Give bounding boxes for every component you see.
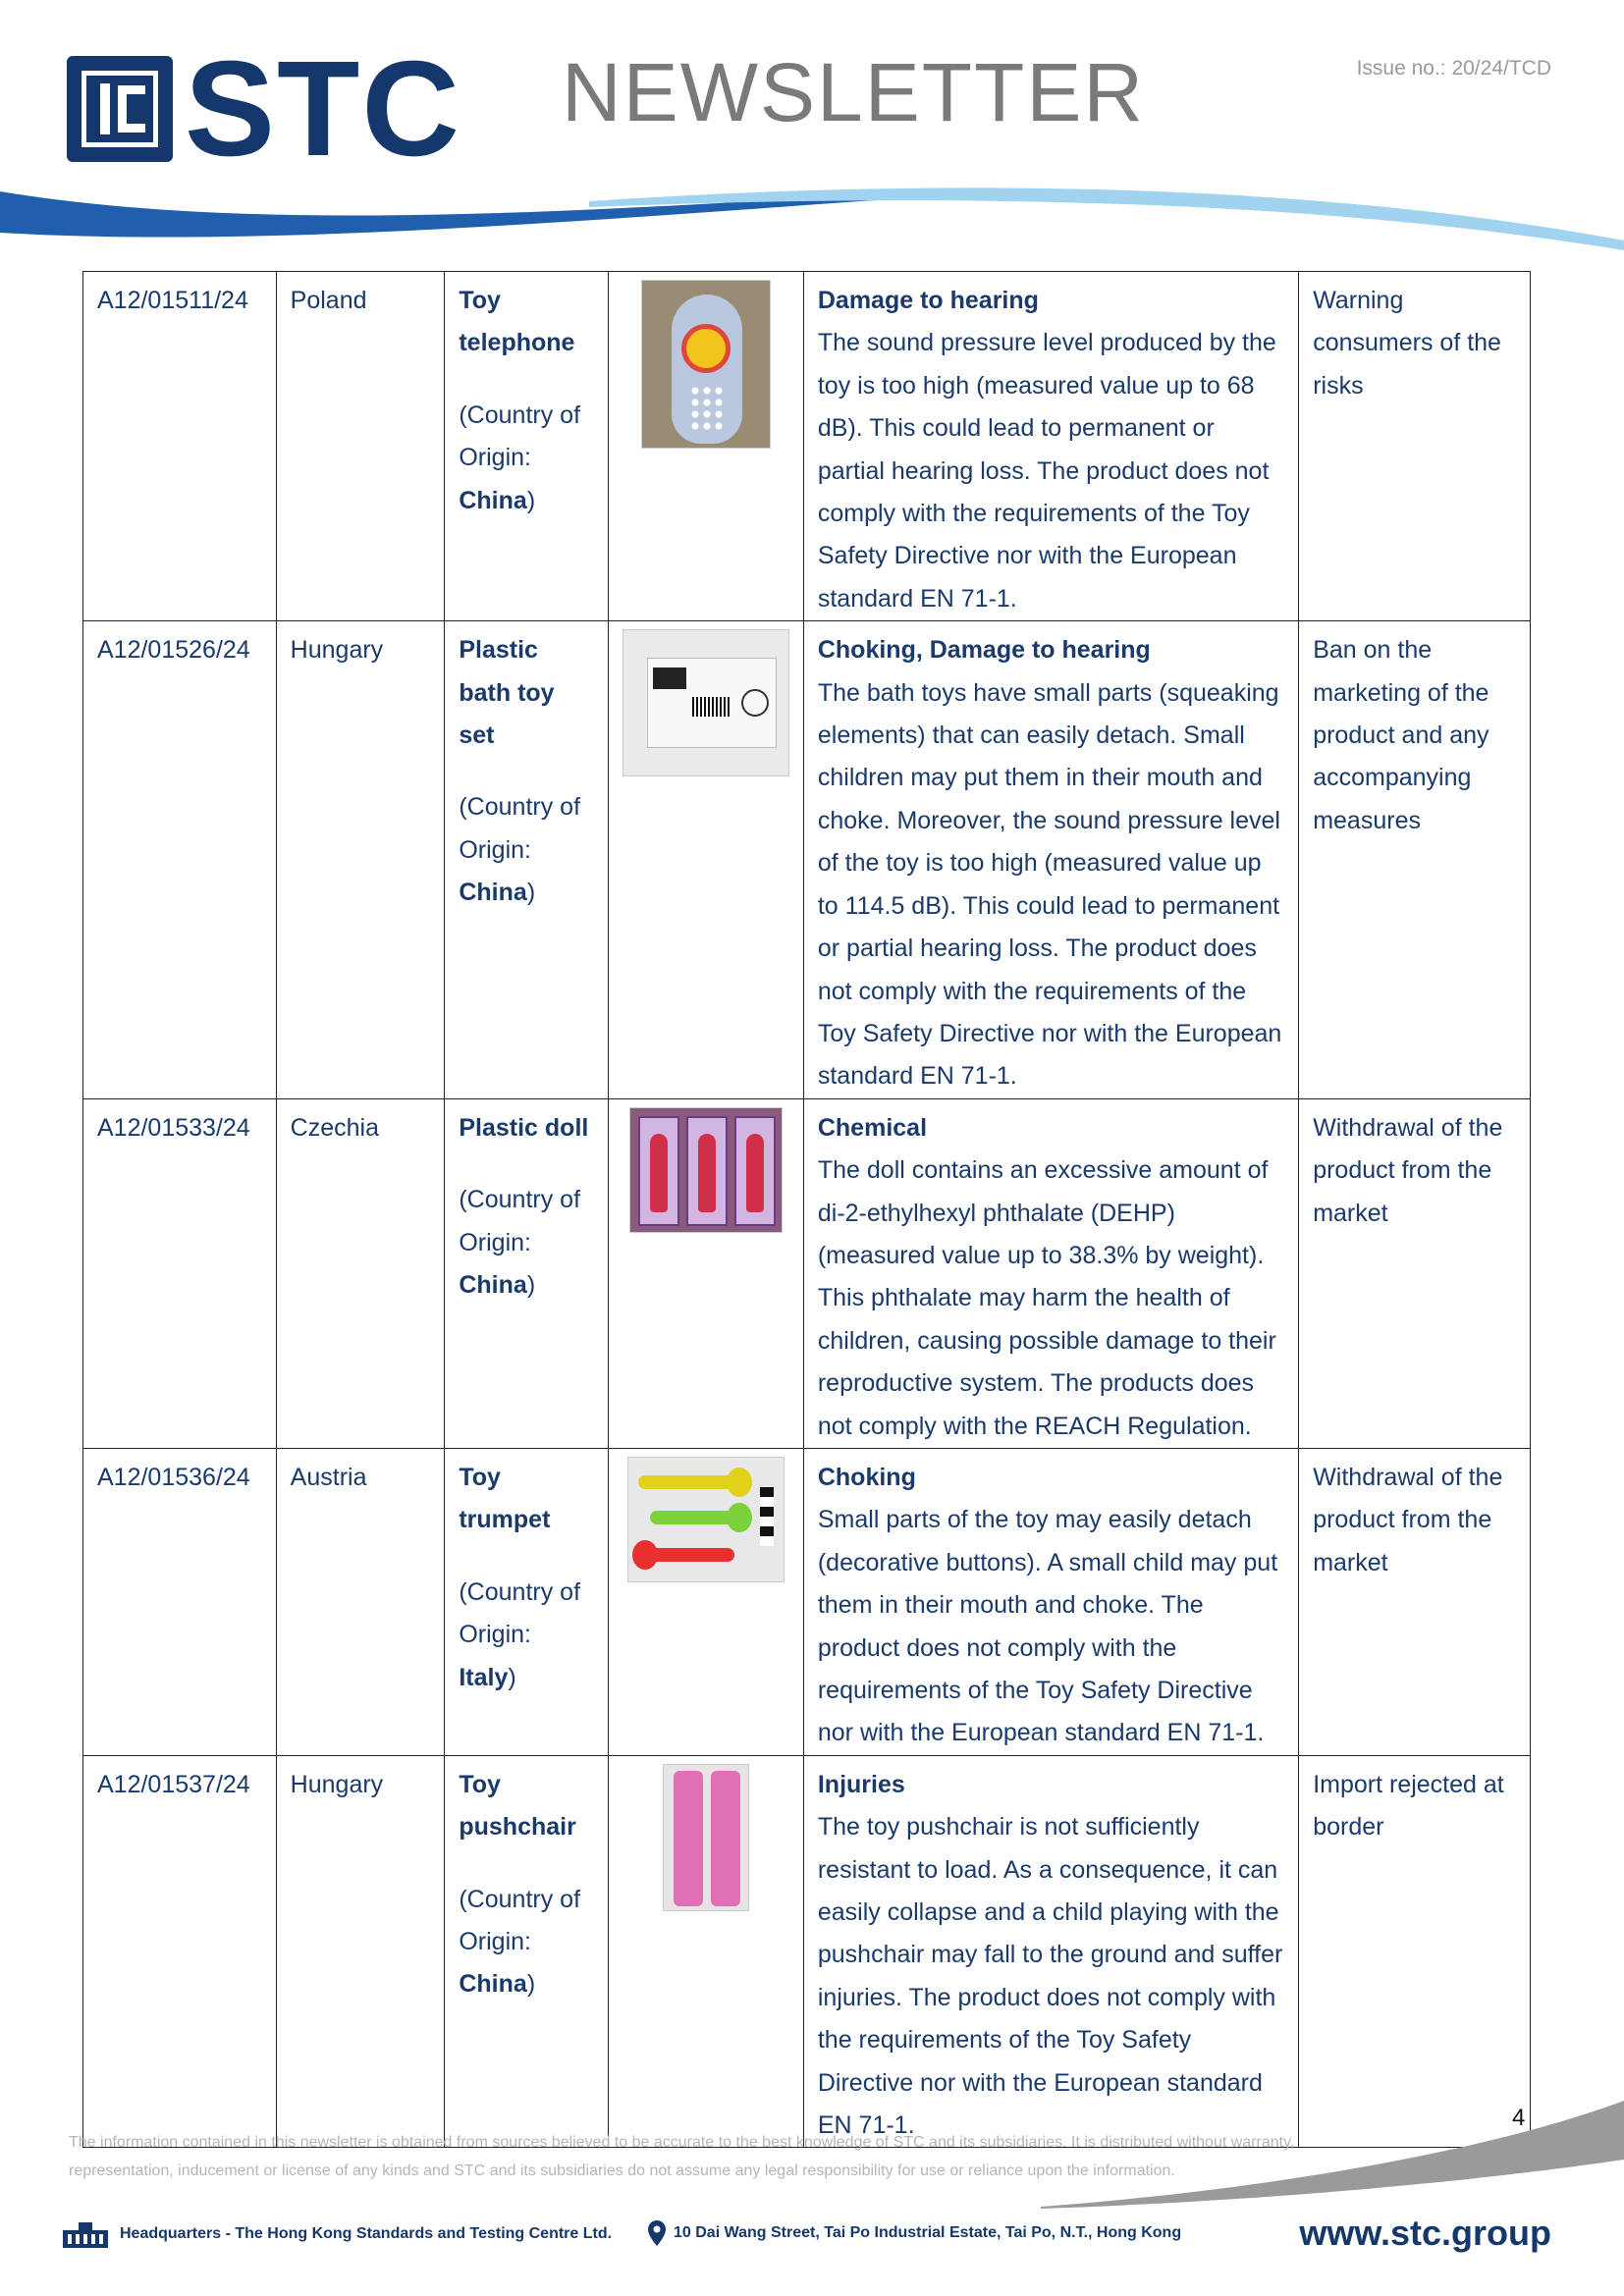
origin-prefix: (Country of Origin: xyxy=(459,793,581,864)
address-line xyxy=(648,2220,1181,2246)
location-pin-icon xyxy=(648,2220,666,2246)
product-name: Toy telephone xyxy=(459,287,575,357)
notifying-country xyxy=(276,1755,445,2148)
measures-cell xyxy=(1299,1448,1531,1755)
country-text: Hungary xyxy=(290,636,384,665)
notifying-country xyxy=(276,1448,445,1755)
issue-number: Issue no.: 20/24/TCD xyxy=(1356,57,1551,80)
origin-suffix: ) xyxy=(526,486,536,514)
headquarters-text: Headquarters - The Hong Kong Standards and Testing Centre Ltd. xyxy=(120,2225,613,2242)
measure-text: Import rejected at border xyxy=(1313,1770,1504,1842)
notifying-country xyxy=(276,272,445,621)
origin-prefix: (Country of Origin: xyxy=(459,400,581,472)
table-row xyxy=(83,1098,1531,1448)
origin-suffix: ) xyxy=(526,1270,536,1299)
disclaimer-text: The information contained in this newsletter is obtained from sources believed to be accurate to the best knowledge of STC and its subsidiaries. It is distributed without warranty, representation, inducement or license of any kinds and STC and its subsidiaries do not assume any legal responsibility for use or reliance upon the information. xyxy=(69,2134,1295,2179)
address-text: 10 Dai Wang Street, Tai Po Industrial Estate, Tai Po, N.T., Hong Kong xyxy=(674,2224,1182,2241)
notifying-country xyxy=(276,621,445,1098)
risk-cell xyxy=(803,1755,1298,2148)
reference-number xyxy=(83,1098,277,1448)
website-link[interactable]: www.stc.group xyxy=(1299,2213,1551,2253)
origin-country: China xyxy=(459,1970,527,1999)
reference-number xyxy=(83,621,277,1098)
risk-title: Chemical xyxy=(817,1113,928,1142)
measure-text: Withdrawal of the product from the market xyxy=(1313,1463,1503,1576)
newsletter-title: NEWSLETTER xyxy=(562,46,1146,138)
stc-logo-icon xyxy=(67,56,173,162)
page-number: 4 xyxy=(1512,2105,1526,2131)
origin-suffix: ) xyxy=(526,1970,536,1999)
reference-number xyxy=(83,1448,277,1755)
reference-number xyxy=(83,1755,277,2148)
measures-cell xyxy=(1299,1755,1531,2148)
risk-description: The toy pushchair is not sufficiently resistant to load. As a consequence, it can easily collapse and a child playing with the pushchair may fall to the ground and suffer injuries. The product does not comply with the requirements of the Toy Safety Directive nor with the European standard EN 71-1. xyxy=(817,1813,1283,2140)
measures-cell xyxy=(1299,1098,1531,1448)
product-name: Plastic bath toy set xyxy=(459,636,555,750)
risk-cell xyxy=(803,621,1298,1098)
origin-suffix: ) xyxy=(526,879,536,907)
product-cell xyxy=(445,272,609,621)
toy-trumpet-photo xyxy=(627,1561,785,1588)
headquarters-line xyxy=(63,2220,612,2248)
risk-title: Choking xyxy=(817,1463,916,1491)
risk-cell xyxy=(803,1098,1298,1448)
risk-title: Choking, Damage to hearing xyxy=(817,636,1151,665)
reference-text: A12/01537/24 xyxy=(97,1770,250,1798)
risk-description: Small parts of the toy may easily detach (decorative buttons). A small child may put them in their mouth and choke. The product does not comply with the requirements of the Toy Safety Directive nor with the European standard EN 71-1. xyxy=(817,1506,1278,1747)
notifying-country xyxy=(276,1098,445,1448)
product-cell xyxy=(445,621,609,1098)
product-cell xyxy=(445,1448,609,1755)
reference-text: A12/01536/24 xyxy=(97,1463,250,1491)
risk-description: The bath toys have small parts (squeaking elements) that can easily detach. Small children may put them in their mouth and choke. Moreover, the sound pressure level of the toy is too high (measured value up to 114.5 dB). This could lead to permanent or partial hearing loss. The product does not comply with the requirements of the Toy Safety Directive nor with the European standard EN 71-1. xyxy=(817,678,1282,1091)
measure-text: Ban on the marketing of the product and any accompanying measures xyxy=(1313,636,1489,834)
plastic-doll-photo xyxy=(629,1211,783,1239)
reference-text: A12/01533/24 xyxy=(97,1113,250,1142)
product-photo-cell xyxy=(608,621,803,1098)
table-row xyxy=(83,1448,1531,1755)
origin-country: Italy xyxy=(459,1663,509,1691)
measures-cell xyxy=(1299,621,1531,1098)
origin-prefix: (Country of Origin: xyxy=(459,1186,581,1256)
origin-country: China xyxy=(459,879,527,907)
product-name: Toy trumpet xyxy=(459,1463,551,1534)
measure-text: Warning consumers of the risks xyxy=(1313,287,1501,400)
risk-cell xyxy=(803,1448,1298,1755)
country-text: Czechia xyxy=(290,1113,379,1142)
reference-text: A12/01526/24 xyxy=(97,636,250,665)
product-name: Plastic doll xyxy=(459,1113,589,1142)
header-swoosh xyxy=(0,182,1624,260)
risk-description: The doll contains an excessive amount of di-2-ethylhexyl phthalate (DEHP) (measured value up to 38.3% by weight). This phthalate may harm the health of children, causing possible damage to their reproductive system. The products does not comply with the REACH Regulation. xyxy=(817,1156,1276,1440)
reference-text: A12/01511/24 xyxy=(97,287,248,314)
measure-text: Withdrawal of the product from the market xyxy=(1313,1113,1503,1227)
origin-prefix: (Country of Origin: xyxy=(459,1577,581,1649)
product-name: Toy pushchair xyxy=(459,1770,576,1842)
risk-title: Injuries xyxy=(817,1770,905,1798)
product-photo-cell xyxy=(608,1448,803,1755)
toy-telephone-photo xyxy=(641,427,771,454)
reference-number xyxy=(83,272,277,621)
country-text: Austria xyxy=(290,1463,367,1491)
measures-cell xyxy=(1299,272,1531,621)
origin-suffix: ) xyxy=(508,1663,516,1691)
origin-prefix: (Country of Origin: xyxy=(459,1885,581,1956)
risk-cell xyxy=(803,272,1298,621)
origin-country: China xyxy=(459,486,527,514)
country-text: Poland xyxy=(290,287,367,314)
product-cell xyxy=(445,1098,609,1448)
product-photo-cell xyxy=(608,272,803,621)
brand-name: STC xyxy=(185,33,461,185)
product-cell xyxy=(445,1755,609,2148)
product-recall-table xyxy=(82,271,1531,2148)
table-row xyxy=(83,272,1531,621)
risk-description: The sound pressure level produced by the toy is too high (measured value up to 68 dB). This could lead to permanent or partial hearing loss. The product does not comply with the requirements of the Toy Safety Directive nor with the European standard EN 71-1. xyxy=(817,329,1276,613)
origin-country: China xyxy=(459,1270,527,1299)
table-row xyxy=(83,621,1531,1098)
product-photo-cell xyxy=(608,1098,803,1448)
toy-pushchair-photo xyxy=(663,1890,749,1917)
risk-title: Damage to hearing xyxy=(817,287,1039,314)
product-photo-cell xyxy=(608,1755,803,2148)
building-icon xyxy=(63,2220,108,2248)
bath-toy-label-photo xyxy=(623,755,789,782)
table-row xyxy=(83,1755,1531,2148)
country-text: Hungary xyxy=(290,1770,384,1798)
